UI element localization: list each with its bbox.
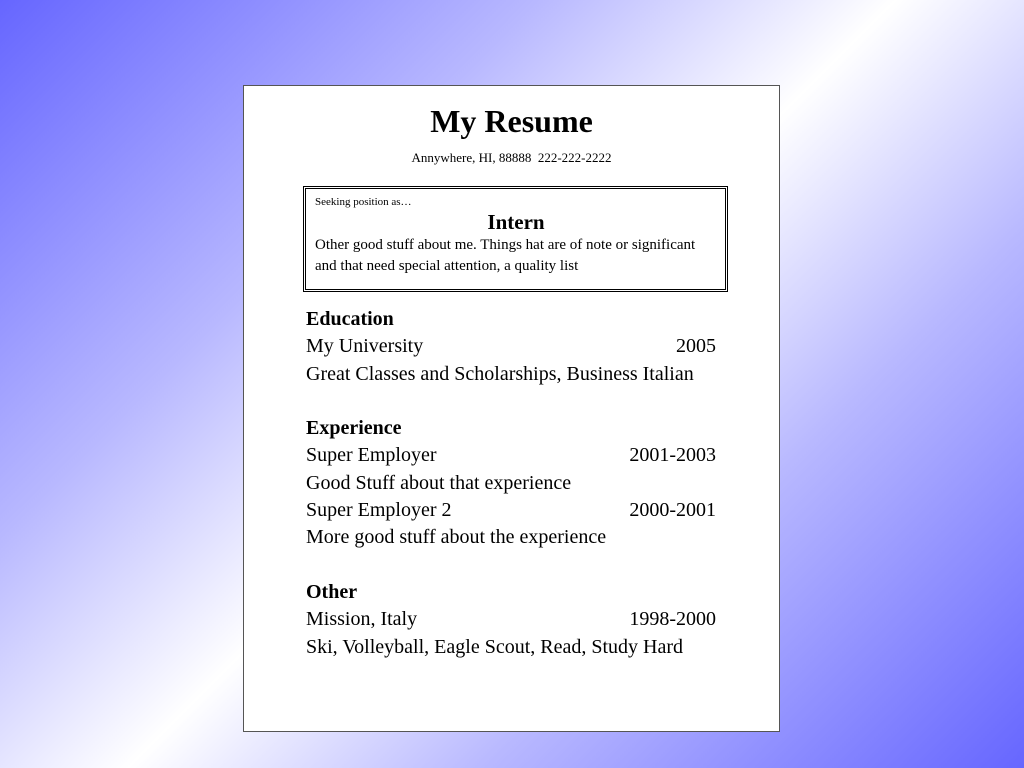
objective-description: Other good stuff about me. Things hat are of note or significant and that need special attention, a quality list (315, 237, 696, 274)
graduation-year: 2005 (676, 335, 716, 358)
position-title: Intern (487, 210, 545, 234)
education-details: Great Classes and Scholarships, Business Italian (306, 362, 694, 385)
employment-dates: 2000-2001 (629, 499, 716, 522)
employer-name: Super Employer 2 (306, 499, 452, 522)
contact-line: Annywhere, HI, 88888 222-222-2222 (411, 150, 612, 165)
employer-name: Super Employer (306, 444, 437, 467)
resume-body (306, 306, 716, 661)
job-row (306, 442, 716, 469)
other-details: Ski, Volleyball, Eagle Scout, Read, Study Hard (306, 635, 684, 658)
objective-box (303, 186, 728, 292)
section-spacer (306, 388, 716, 415)
employment-dates: 2001-2003 (629, 444, 716, 467)
activity-dates: 1998-2000 (629, 608, 716, 631)
experience-heading: Experience (306, 417, 402, 440)
section-spacer (306, 552, 716, 579)
resume-title: My Resume (430, 103, 593, 139)
education-heading: Education (306, 308, 394, 330)
job-row (306, 497, 716, 524)
activity-name: Mission, Italy (306, 608, 418, 631)
job-details: Good Stuff about that experience (306, 471, 572, 494)
job-details: More good stuff about the experience (306, 526, 607, 549)
other-heading: Other (306, 580, 358, 603)
other-row (306, 606, 716, 633)
education-row (306, 333, 716, 360)
seeking-label: Seeking position as… (315, 196, 412, 208)
school-name: My University (306, 335, 424, 358)
resume-page (243, 85, 780, 732)
